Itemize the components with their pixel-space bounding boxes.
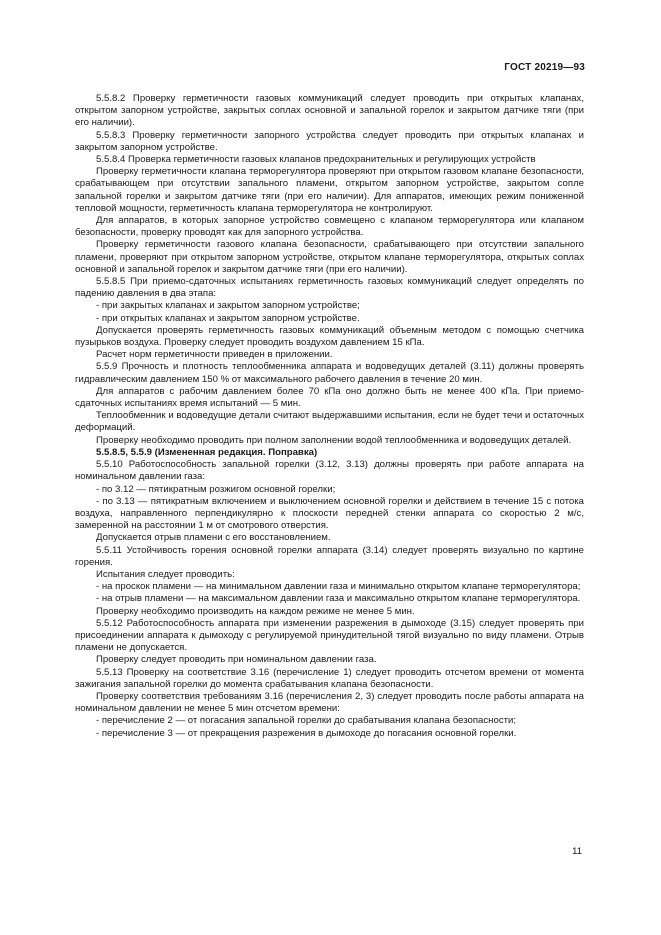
document-body	[75, 93, 584, 740]
paragraph: 5.5.13 Проверку на соответствие 3.16 (перечисление 1) следует проводить отсчетом времени от момента зажигания запальной горелки до момента срабатывания клапана безопасности.	[75, 666, 584, 690]
paragraph: 5.5.8.3 Проверку герметичности запорного устройства следует проводить при открытых клапанах и закрытом запорном устройстве.	[75, 129, 584, 153]
paragraph: Проверку необходимо производить на каждом режиме не менее 5 мин.	[96, 605, 415, 617]
document-code-header: ГОСТ 20219—93	[504, 62, 585, 73]
paragraph: Проверку необходимо проводить при полном заполнении водой теплообменника и водоведущих деталей.	[96, 434, 572, 446]
paragraph: Расчет норм герметичности приведен в приложении.	[96, 349, 333, 361]
paragraph: - на отрыв пламени — на максимальном давлении газа и максимально открытом клапане терморегулятора.	[96, 593, 581, 605]
paragraph: 5.5.8.5, 5.5.9 (Измененная редакция. Поправка)	[96, 446, 318, 458]
paragraph: Для аппаратов, в которых запорное устройство совмещено с клапаном терморегулятора или клапаном безопасности, проверку проводят как для запорного устройства.	[75, 215, 584, 239]
paragraph: Допускается отрыв пламени с его восстановлением.	[96, 532, 331, 544]
paragraph: Проверку следует проводить при номинальном давлении газа.	[96, 654, 377, 666]
paragraph: 5.5.9 Прочность и плотность теплообменника аппарата и водоведущих деталей (3.11) должны проверять гидравлическим давлением 150 % от максимального рабочего давления в течение 20 мин.	[75, 361, 584, 385]
paragraph: 5.5.8.2 Проверку герметичности газовых коммуникаций следует проводить при открытых клапанах, открытом запорном устройстве, закрытых соплах основной и запальной горелок и закрытом датчике тяги (при его наличии).	[75, 93, 584, 129]
paragraph: - перечисление 3 — от прекращения разрежения в дымоходе до погасания основной горелки.	[96, 727, 517, 739]
paragraph: - по 3.13 — пятикратным включением и выключением основной горелки и действием в течение 15 с потока воздуха, направленного перпендикулярно к плоскости передней стенки аппарата со скоростью 2 м/с, замеренной на расстоянии 1 м от смотрового отверстия.	[75, 495, 584, 532]
paragraph: - при закрытых клапанах и закрытом запорном устройстве;	[96, 300, 360, 312]
paragraph: - по 3.12 — пятикратным розжигом основной горелки;	[96, 483, 336, 495]
paragraph: - на проскок пламени — на минимальном давлении газа и минимально открытом клапане терморегулятора;	[96, 581, 581, 593]
paragraph: Испытания следует проводить:	[96, 568, 235, 580]
paragraph: Проверку герметичности клапана терморегулятора проверяют при открытом газовом клапане безопасности, срабатывающем при отсутствии запального пламени, открытом запорном устройстве, закрытом сопле запальной горелки и закрытом датчике тяги (при его наличии). Для аппаратов, имеющих режим пониженной тепловой мощности, герметичность клапана терморегулятора не контролируют.	[75, 166, 584, 214]
paragraph: Для аппаратов с рабочим давлением более 70 кПа оно должно быть не менее 400 кПа. При приемо-сдаточных испытаниях время испытаний — 5 мин.	[75, 385, 584, 410]
paragraph: 5.5.11 Устойчивость горения основной горелки аппарата (3.14) следует проверять визуально по картине горения.	[75, 544, 584, 568]
paragraph: 5.5.8.4 Проверка герметичности газовых клапанов предохранительных и регулирующих устройств	[96, 154, 536, 166]
paragraph: 5.5.12 Работоспособность аппарата при изменении разрежения в дымоходе (3.15) следует проверять при присоединении аппарата к дымоходу с регулируемой принудительной тягой визуально по виду пламени. Отрыв пламени не допускается.	[75, 617, 584, 654]
paragraph: Проверку соответствия требованиям 3.16 (перечисления 2, 3) следует проводить после работы аппарата на номинальном давлении не менее 5 мин отсчетом времени:	[75, 690, 584, 715]
paragraph: Допускается проверять герметичность газовых коммуникаций объемным методом с помощью счетчика пузырьков воздуха. Проверку следует проводить воздухом давлением 15 кПа.	[75, 324, 584, 349]
paragraph: - перечисление 2 — от погасания запальной горелки до срабатывания клапана безопасности;	[96, 715, 517, 727]
paragraph: 5.5.10 Работоспособность запальной горелки (3.12, 3.13) должны проверять при работе аппарата на номинальном давлении газа:	[75, 459, 584, 483]
paragraph: Проверку герметичности газового клапана безопасности, срабатывающего при отсутствии запального пламени, проверяют при открытом запорном устройстве, открытом клапане терморегулятора, открытых соплах основной и запальной горелок и закрытом датчике тяги (при его наличии).	[75, 239, 584, 275]
paragraph: 5.5.8.5 При приемо-сдаточных испытаниях герметичность газовых коммуникаций следует определять по падению давления в два этапа:	[75, 276, 584, 300]
paragraph: Теплообменник и водоведущие детали считают выдержавшими испытания, если не будет течи и остаточных деформаций.	[75, 410, 584, 434]
paragraph: - при открытых клапанах и закрытом запорном устройстве.	[96, 312, 360, 324]
page-number: 11	[572, 846, 582, 857]
